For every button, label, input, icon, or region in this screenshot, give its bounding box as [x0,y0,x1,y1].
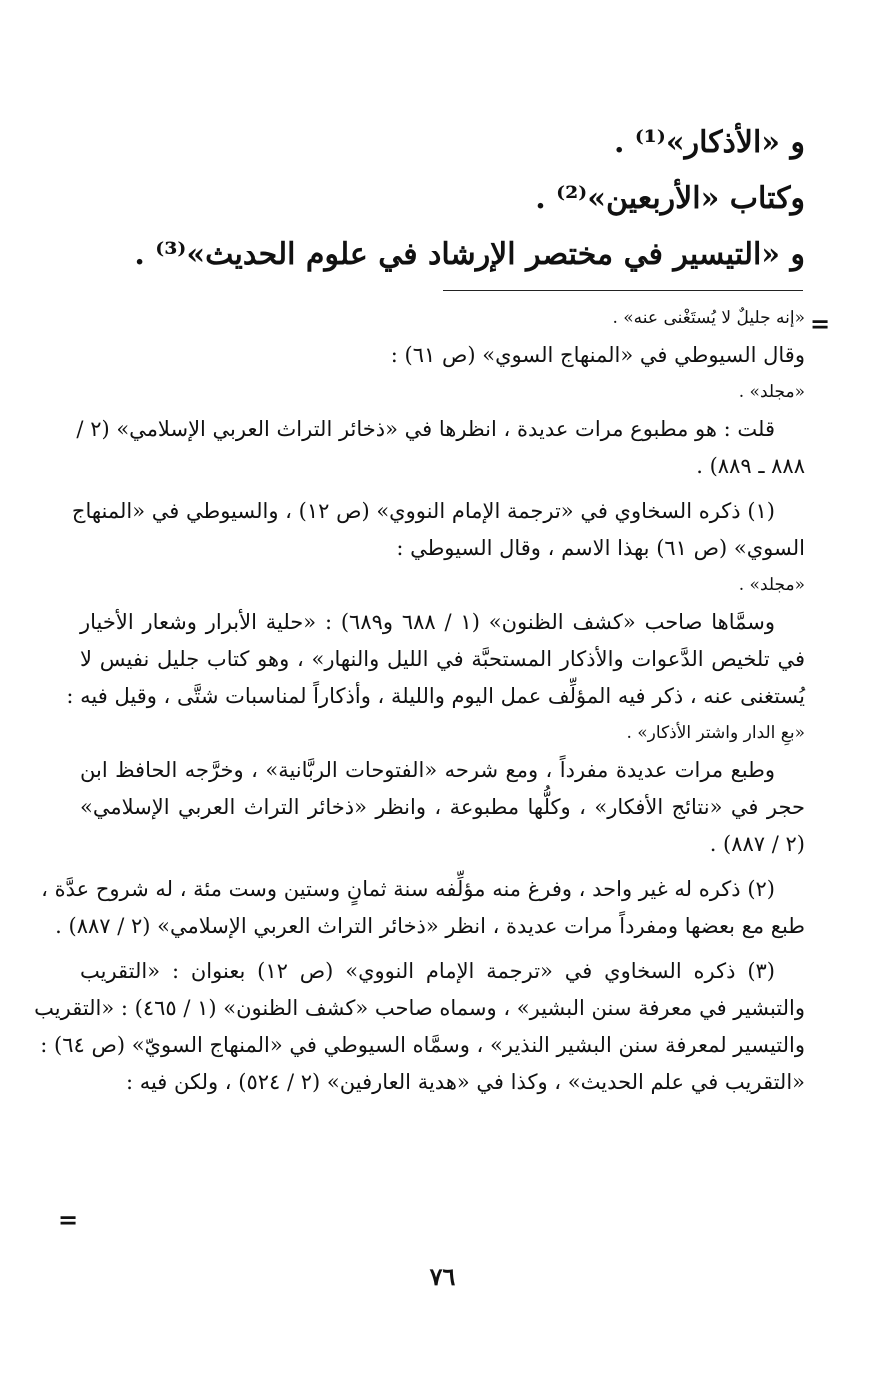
footnote-line: (٢) ذكره له غير واحد ، وفرغ منه مؤلِّفه سنة ثمانٍ وستين وست مئة ، له شروح عدَّة ، [41,877,775,901]
footnote-line: (٢ / ٨٨٧) . [709,832,805,856]
footnote-line: (١) ذكره السخاوي في «ترجمة الإمام النووي» (ص ١٢) ، والسيوطي في «المنهاج [71,499,775,523]
main-line-taysir: و «التيسير في مختصر الإرشاد في علوم الحديث»⁽³⁾ . [134,237,805,272]
footnote-line: والتبشير في معرفة سنن البشير» ، وسماه صاحب «كشف الظنون» (١ / ٤٦٥) : «التقريب [34,996,805,1020]
main-line-adhkar: و «الأذكار»⁽¹⁾ . [613,125,805,160]
continuation-mark-top: = [810,309,831,338]
footnote-line: «مجلد» . [738,575,805,595]
footnote-3 [34,953,805,1101]
footnote-line: ٨٨٨ ـ ٨٨٩) . [696,454,805,478]
footnote-separator [443,290,803,291]
footnote-2 [41,871,805,945]
footnote-line: وقال السيوطي في «المنهاج السوي» (ص ٦١) : [390,343,805,367]
footnote-line: قلت : هو مطبوع مرات عديدة ، انظرها في «ذخائر التراث العربي الإسلامي» (٢ / [76,417,775,441]
footnote-line: (٣) ذكره السخاوي في «ترجمة الإمام النووي» (ص ١٢) بعنوان : «التقريب [80,959,775,983]
footnote-line: وطبع مرات عديدة مفرداً ، ومع شرحه «الفتوحات الربَّانية» ، وخرَّجه الحافظ ابن [80,758,775,782]
footnote-1 [66,493,805,863]
footnote-line: السوي» (ص ٦١) بهذا الاسم ، وقال السيوطي : [396,536,805,560]
footnote-line: حجر في «نتائج الأفكار» ، وكلُّها مطبوعة ، وانظر «ذخائر التراث العربي الإسلامي» [80,795,805,819]
footnote-carryover [76,300,805,485]
footnote-line: يُستغنى عنه ، ذكر فيه المؤلِّف عمل اليوم والليلة ، وأذكاراً لمناسبات شتَّى ، وقيل فيه : [66,684,805,708]
footnote-line: في تلخيص الدَّعوات والأذكار المستحبَّة في الليل والنهار» ، وهو كتاب جليل نفيس لا [80,647,805,671]
footnotes [34,300,805,1109]
continuation-mark-bottom: = [58,1205,79,1234]
footnote-line: «بعِ الدار واشتر الأذكار» . [626,723,805,743]
footnote-line: والتيسير لمعرفة سنن البشير النذير» ، وسمَّاه السيوطي في «المنهاج السويّ» (ص ٦٤) : [40,1033,805,1057]
main-text [80,115,805,283]
footnote-line: «مجلد» . [738,382,805,402]
main-line-arbain: وكتاب «الأربعين»⁽²⁾ . [535,181,805,216]
footnote-line: وسمَّاها صاحب «كشف الظنون» (١ / ٦٨٨ و٦٨٩) : «حلية الأبرار وشعار الأخيار [80,610,775,634]
page-number: ٧٦ [429,1262,456,1291]
footnote-line: «التقريب في علم الحديث» ، وكذا في «هدية العارفين» (٢ / ٥٢٤) ، ولكن فيه : [125,1070,805,1094]
footnote-line: طبع مع بعضها ومفرداً مرات عديدة ، انظر «ذخائر التراث العربي الإسلامي» (٢ / ٨٨٧) . [55,914,805,938]
footnote-line: «إنه جليلٌ لا يُستَغْنى عنه» . [612,308,805,328]
